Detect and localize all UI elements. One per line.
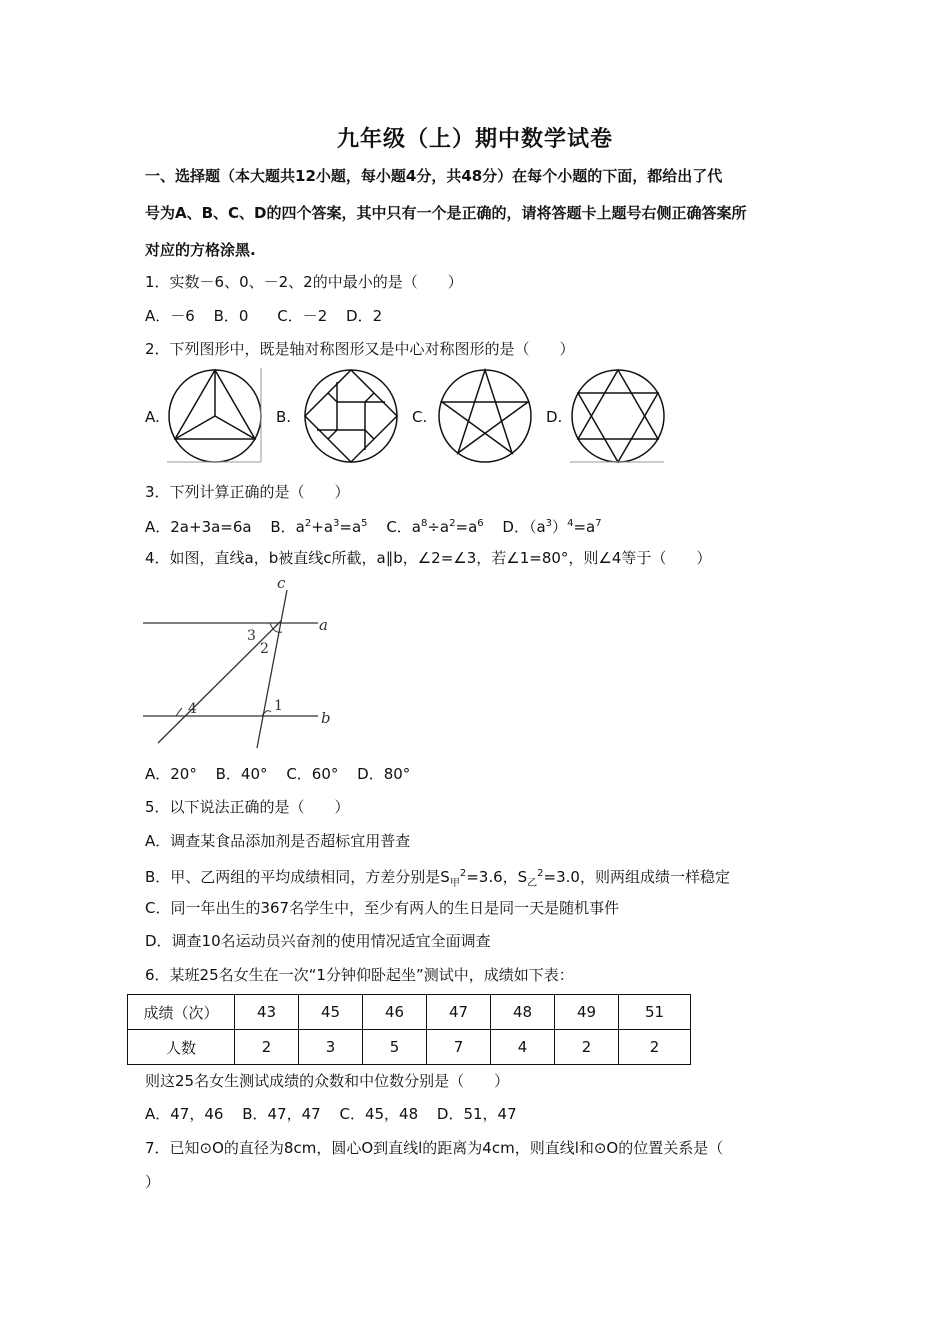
q6-option-a: A．47，46 <box>145 1105 224 1123</box>
circle-triangle-figure <box>167 368 263 464</box>
q3-d-mid: ） <box>552 518 568 536</box>
q3-option-c <box>386 514 483 537</box>
q3-b-exp2: 3 <box>333 518 340 529</box>
score-table <box>127 994 691 1065</box>
line-c-label: c <box>277 578 286 592</box>
q1-option-a: A．－6 <box>145 307 195 325</box>
q2-label-a: A. <box>145 408 160 426</box>
q3-d-base: D．（a <box>502 518 546 536</box>
q5-b-text1: B．甲、乙两组的平均成绩相同，方差分别是S <box>145 868 450 886</box>
q3-stem: 3．下列计算正确的是（ ） <box>145 483 350 501</box>
q6-option-c: C．45，48 <box>339 1105 419 1123</box>
q3-b-exp3: 5 <box>361 518 368 529</box>
q3-d-eq: =a <box>573 518 596 536</box>
q3-c-exp3: 6 <box>477 518 484 529</box>
table-cell: 3 <box>299 1030 363 1065</box>
q5-b-sup1: 2 <box>459 868 467 879</box>
table-header-cell: 成绩（次） <box>128 995 235 1030</box>
q2-label-b: B. <box>276 408 292 426</box>
table-cell: 4 <box>491 1030 555 1065</box>
table-cell: 43 <box>235 995 299 1030</box>
line-b-label: b <box>321 709 331 727</box>
table-cell: 2 <box>555 1030 619 1065</box>
q7-stem: 7．已知⊙O的直径为8cm，圆心O到直线l的距离为4cm，则直线l和⊙O的位置关系是（ <box>145 1139 724 1157</box>
q5-b-text2: =3.6，S <box>466 868 528 886</box>
table-cell: 47 <box>427 995 491 1030</box>
q3-option-d <box>502 514 601 537</box>
table-cell: 49 <box>555 995 619 1030</box>
q1-stem: 1．实数－6、0、－2、2的中最小的是（ ） <box>145 273 463 291</box>
table-cell: 46 <box>363 995 427 1030</box>
q5-option-d: D．调查10名运动员兴奋剂的使用情况适宜全面调查 <box>145 932 491 950</box>
q5-b-text3: =3.0，则两组成绩一样稳定 <box>543 868 730 886</box>
q6-options <box>145 1104 531 1124</box>
parallel-lines-figure <box>140 578 335 750</box>
q1-option-d: D．2 <box>346 307 383 325</box>
table-cell: 2 <box>619 1030 691 1065</box>
q3-b-exp1: 2 <box>304 518 312 529</box>
q3-c-exp2: 2 <box>449 518 456 529</box>
angle-4-label: 4 <box>188 701 197 717</box>
q3-b-mid: +a <box>311 518 334 536</box>
section-instruction-line2: 号为A、B、C、D的四个答案，其中只有一个是正确的，请将答题卡上题号右侧正确答案所 <box>145 204 747 222</box>
q3-c-exp1: 8 <box>420 518 428 529</box>
q4-option-a: A．20° <box>145 765 197 783</box>
page-title: 九年级（上）期中数学试卷 <box>336 127 613 152</box>
q2-label-c: C. <box>412 408 428 426</box>
q5-b-sub1: 甲 <box>449 878 460 889</box>
q3-d-exp2: 4 <box>567 518 574 529</box>
q3-options <box>145 514 616 537</box>
q1-options <box>145 306 396 326</box>
table-cell: 7 <box>427 1030 491 1065</box>
q6-option-d: D．51，47 <box>436 1105 517 1123</box>
table-cell: 51 <box>619 995 691 1030</box>
q2-figures <box>145 368 705 468</box>
table-header-cell: 人数 <box>128 1030 235 1065</box>
q5-stem: 5．以下说法正确的是（ ） <box>145 798 350 816</box>
q1-option-b: B．0 <box>213 307 249 325</box>
q4-option-d: D．80° <box>357 765 411 783</box>
q4-options <box>145 764 424 784</box>
table-cell: 45 <box>299 995 363 1030</box>
q3-option-b <box>270 514 367 537</box>
q2-stem: 2．下列图形中，既是轴对称图形又是中心对称图形的是（ ） <box>145 340 575 358</box>
line-a-label: a <box>319 616 328 634</box>
circle-pentagram-figure <box>437 368 533 464</box>
q3-b-base: B．a <box>270 518 305 536</box>
q4-option-c: C．60° <box>286 765 339 783</box>
table-cell: 5 <box>363 1030 427 1065</box>
table-cell: 48 <box>491 995 555 1030</box>
q3-option-a: A．2a+3a=6a <box>145 518 252 536</box>
q5-option-a: A．调查某食品添加剂是否超标宜用普查 <box>145 832 411 850</box>
q5-option-b <box>145 864 730 894</box>
circle-hexagram-figure <box>570 368 666 464</box>
q5-b-sup2: 2 <box>537 868 544 879</box>
table-row <box>128 995 691 1030</box>
q6-question: 则这25名女生测试成绩的众数和中位数分别是（ ） <box>145 1072 510 1090</box>
q4-option-b: B．40° <box>215 765 268 783</box>
angle-3-label: 3 <box>247 628 256 644</box>
q7-stem-continued: ） <box>145 1173 161 1191</box>
q3-c-eq: =a <box>455 518 478 536</box>
q3-c-mid: ÷a <box>427 518 450 536</box>
q3-d-exp1: 3 <box>545 518 553 529</box>
q1-option-c: C．－2 <box>277 307 328 325</box>
table-row <box>128 1030 691 1065</box>
q6-option-b: B．47，47 <box>242 1105 321 1123</box>
q6-stem: 6．某班25名女生在一次“1分钟仰卧起坐”测试中，成绩如下表： <box>145 966 574 984</box>
table-cell: 2 <box>235 1030 299 1065</box>
angle-1-label: 1 <box>274 698 283 714</box>
q3-d-exp3: 7 <box>595 518 602 529</box>
q3-c-base: C．a <box>386 518 421 536</box>
q3-b-eq: =a <box>339 518 362 536</box>
section-instruction-line1: 一、选择题（本大题共12小题，每小题4分，共48分）在每个小题的下面，都给出了代 <box>145 167 723 185</box>
q5-b-sub2: 乙 <box>527 878 538 889</box>
section-instruction-line3: 对应的方格涂黑. <box>145 241 256 259</box>
circle-pinwheel-figure <box>303 368 399 464</box>
q5-option-c: C．同一年出生的367名学生中，至少有两人的生日是同一天是随机事件 <box>145 899 620 917</box>
q4-stem: 4．如图，直线a，b被直线c所截，a∥b，∠2=∠3，若∠1=80°，则∠4等于（ ） <box>145 549 712 567</box>
angle-2-label: 2 <box>260 641 269 657</box>
q2-label-d: D. <box>546 408 563 426</box>
